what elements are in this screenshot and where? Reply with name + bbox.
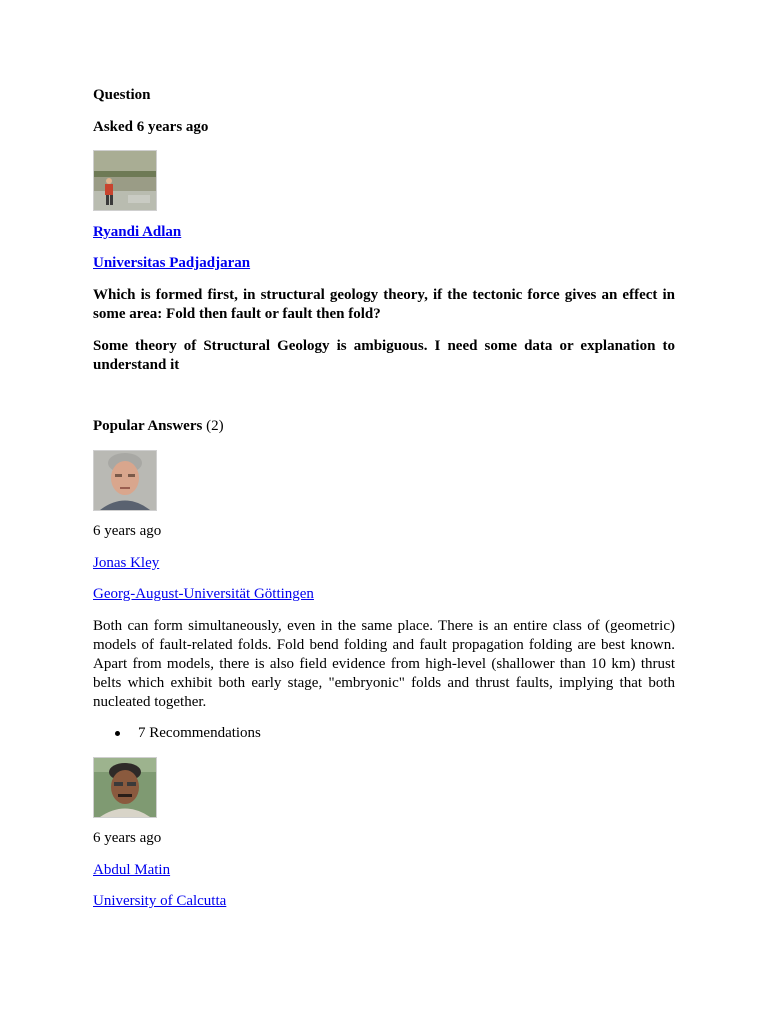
person-photo-avatar-icon [94, 758, 156, 817]
person-photo-avatar-icon [94, 451, 156, 510]
answer-1-time: 6 years ago [93, 523, 162, 539]
popular-answers-count: (2) [206, 418, 224, 434]
question-author-affiliation-link[interactable]: Universitas Padjadjaran [93, 255, 251, 271]
answer-1-recommendations-label: 7 Recommendations [138, 725, 261, 741]
answer-1-author-name-link[interactable]: Jonas Kley [93, 555, 160, 571]
popular-answers-heading [93, 418, 224, 435]
question-author-name-link[interactable]: Ryandi Adlan [93, 224, 182, 240]
question-body: Some theory of Structural Geology is ambiguous. I need some data or explanation to understand it [93, 338, 675, 373]
answer-2-author-affiliation-link[interactable]: University of Calcutta [93, 893, 227, 909]
answer-2-author-avatar[interactable] [93, 757, 157, 818]
bullet-icon [115, 731, 120, 736]
person-photo-outdoor-avatar-icon [94, 151, 156, 210]
answer-2-author-name-link[interactable]: Abdul Matin [93, 862, 171, 878]
question-heading: Question [93, 87, 151, 103]
answer-1-author-avatar[interactable] [93, 450, 157, 511]
question-title: Which is formed first, in structural geology theory, if the tectonic force gives an effect in some area: Fold then fault or fault then fold? [93, 287, 675, 322]
question-author-avatar[interactable] [93, 150, 157, 211]
popular-answers-label: Popular Answers [93, 418, 203, 434]
question-asked-time: Asked 6 years ago [93, 119, 209, 135]
answer-1-text: Both can form simultaneously, even in the same place. There is an entire class of (geometric) models of fault-related folds. Fold bend folding and fault propagation folding are best known. Apart from models, there is also field evidence from high-level (shallower than 10 km) thrust belts which exhibit both early stage, "embryonic" folds and thrust faults, implying that both nucleated together. [93, 618, 675, 710]
answer-1-recommendations[interactable] [92, 725, 261, 742]
answer-2-time: 6 years ago [93, 830, 162, 846]
answer-1-author-affiliation-link[interactable]: Georg-August-Universität Göttingen [93, 586, 314, 602]
